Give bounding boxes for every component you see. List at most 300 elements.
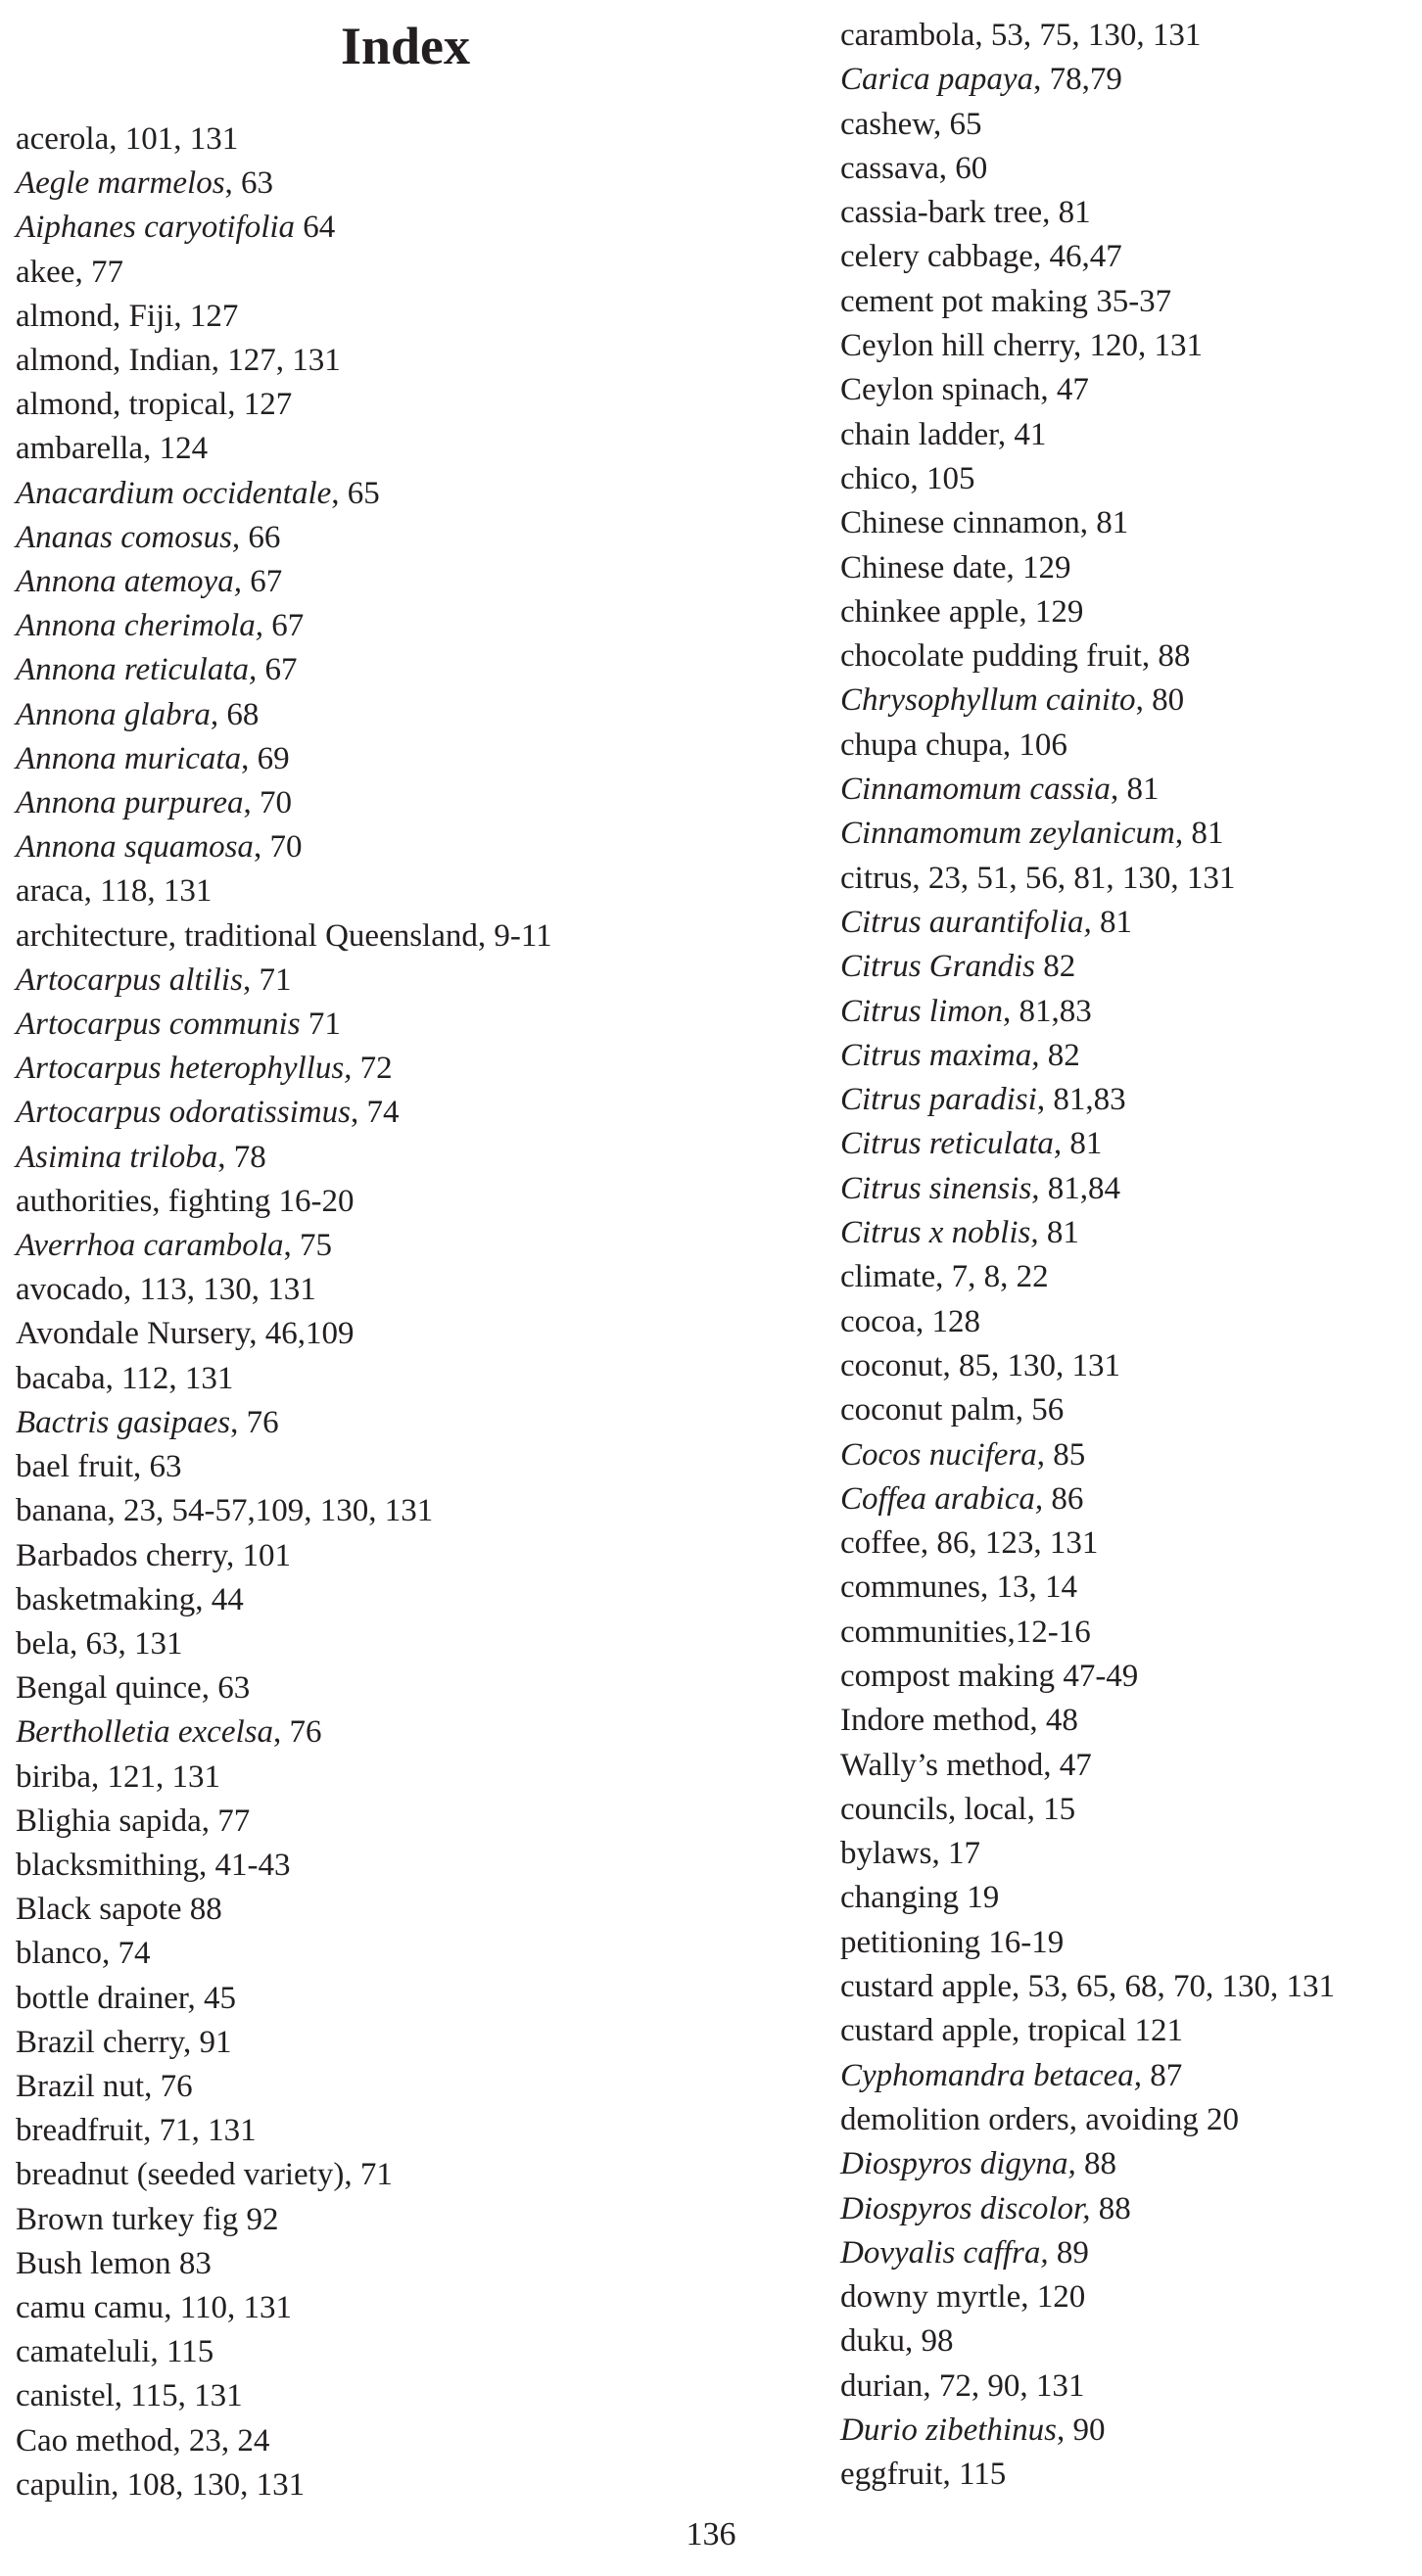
- index-term: bacaba: [16, 1360, 106, 1396]
- index-page-refs: , 81: [1042, 195, 1091, 231]
- index-page-refs: , 53, 75, 130, 131: [974, 18, 1202, 53]
- index-page-refs: , 120: [1020, 2279, 1086, 2316]
- index-entry: [16, 914, 552, 959]
- index-entry: [840, 724, 1335, 768]
- index-term: Citrus x noblis,: [840, 1215, 1039, 1251]
- index-term: Bertholletia excelsa: [16, 1714, 273, 1751]
- index-entry: [840, 1388, 1335, 1432]
- index-page-refs: 88: [1090, 2190, 1131, 2226]
- index-term: chupa chupa: [840, 726, 1003, 763]
- index-term: Annona atemoya,: [16, 564, 242, 600]
- index-page-refs: , 86, 123, 131: [920, 1525, 1099, 1562]
- index-term: communities: [840, 1614, 1008, 1650]
- index-term: Cocos nucifera: [840, 1436, 1037, 1473]
- index-page-refs: , 129: [1019, 593, 1084, 630]
- index-term: basketmaking: [16, 1581, 196, 1617]
- index-page-refs: , 128: [915, 1303, 980, 1339]
- index-entry: [840, 1965, 1335, 2009]
- index-term: Citrus Grandis: [840, 949, 1035, 985]
- index-page-refs: , 17: [931, 1836, 980, 1872]
- index-page-refs: , 115, 131: [114, 2378, 243, 2414]
- index-page-refs: , 78: [217, 1139, 266, 1175]
- index-entry: [840, 1078, 1335, 1122]
- index-term: Chrysophyllum cainito: [840, 682, 1136, 719]
- index-term: Annona purpurea: [16, 785, 244, 821]
- index-term: architecture, traditional Queensland: [16, 917, 478, 954]
- index-page-refs: , 9-11: [477, 917, 552, 954]
- index-entry: [16, 1224, 552, 1268]
- index-page-refs: , 127, 131: [211, 343, 341, 379]
- index-entry: [840, 2409, 1335, 2453]
- page-title: Index: [340, 17, 471, 75]
- index-page-refs: 67: [241, 564, 283, 600]
- index-entry: [840, 1744, 1335, 1788]
- index-page-refs: , 23, 54-57,109, 130, 131: [107, 1493, 434, 1529]
- index-entry: [16, 781, 552, 825]
- index-term: Wally’s method: [840, 1747, 1044, 1783]
- index-entry: [840, 1211, 1335, 1255]
- index-page-refs: , 71: [344, 2157, 393, 2193]
- index-entry: [840, 1477, 1335, 1522]
- index-entry: [16, 1800, 552, 1844]
- index-term: acerola: [16, 121, 110, 157]
- index-term: changing: [840, 1880, 959, 1916]
- index-term: Cao method: [16, 2422, 173, 2459]
- index-entry: [840, 2365, 1335, 2409]
- index-term: demolition orders, avoiding: [840, 2101, 1199, 2137]
- index-entry: [840, 280, 1335, 324]
- index-page-refs: , 88: [1141, 638, 1191, 675]
- index-term: Cyphomandra betacea,: [840, 2057, 1142, 2093]
- index-page-refs: ,12-16: [1007, 1614, 1091, 1650]
- index-term: avocado: [16, 1272, 123, 1308]
- index-entry: [840, 546, 1335, 590]
- index-entry: [16, 2153, 552, 2197]
- index-entry: [16, 1401, 552, 1445]
- index-term: coconut: [840, 1347, 943, 1383]
- index-entry: [840, 1522, 1335, 1566]
- index-page-refs: , 80: [1135, 682, 1185, 719]
- index-term: ambarella: [16, 431, 144, 467]
- index-term: Averrhoa carambola: [16, 1228, 284, 1264]
- index-term: citrus: [840, 860, 913, 896]
- index-term: cement pot making: [840, 283, 1088, 319]
- index-entry: [16, 1003, 552, 1047]
- index-term: Citrus maxima,: [840, 1037, 1040, 1073]
- index-column-left: [16, 117, 552, 2507]
- index-entry: [840, 1433, 1335, 1477]
- index-page-refs: , 74: [350, 1095, 400, 1131]
- index-term: celery cabbage: [840, 239, 1033, 275]
- index-term: bylaws: [840, 1836, 932, 1872]
- index-entry: [16, 1977, 552, 2021]
- index-entry: [16, 737, 552, 781]
- index-entry: [16, 2330, 552, 2374]
- index-term: blanco: [16, 1936, 102, 1972]
- index-page-refs: 47-49: [1055, 1658, 1139, 1694]
- index-entry: [840, 1655, 1335, 1699]
- index-page-refs: , 112, 131: [105, 1360, 234, 1396]
- index-entry: [840, 2009, 1335, 2053]
- index-entry: [840, 1788, 1335, 1832]
- index-entry: [840, 501, 1335, 545]
- index-entry: [840, 368, 1335, 412]
- index-page-refs: , 120, 131: [1072, 328, 1203, 364]
- index-term: cassava: [840, 150, 939, 186]
- index-entry: [16, 1756, 552, 1800]
- index-term: Annona squamosa: [16, 829, 254, 866]
- index-page-refs: , 85: [1036, 1436, 1086, 1473]
- index-page-refs: , 81: [1079, 505, 1129, 541]
- index-entry: [840, 768, 1335, 812]
- index-page-refs: , 81: [1110, 772, 1160, 808]
- index-term: Indore method: [840, 1703, 1030, 1739]
- index-entry: [16, 2286, 552, 2330]
- index-page-refs: , 127: [173, 298, 239, 334]
- index-entry: [840, 324, 1335, 368]
- index-term: Artocarpus odoratissimus: [16, 1095, 351, 1131]
- index-term: chico: [840, 460, 911, 496]
- index-page-refs: , 69: [241, 740, 290, 776]
- index-term: coffee: [840, 1525, 921, 1562]
- index-entry: [840, 191, 1335, 235]
- index-term: Brazil nut: [16, 2068, 145, 2104]
- index-entry: [16, 2065, 552, 2109]
- index-entry: [16, 1268, 552, 1312]
- index-page-refs: , 115: [942, 2457, 1007, 2493]
- index-page-refs: , 15: [1026, 1791, 1076, 1827]
- index-term: petitioning: [840, 1924, 980, 1960]
- index-entry: [16, 1534, 552, 1578]
- index-page-refs: 64: [295, 210, 336, 246]
- index-entry: [840, 1344, 1335, 1388]
- index-term: Citrus limon: [840, 993, 1003, 1029]
- index-page-refs: , 81,83: [1036, 1082, 1126, 1118]
- index-entry: [16, 117, 552, 162]
- index-page-refs: 83: [170, 2245, 212, 2281]
- index-term: Chinese cinnamon: [840, 505, 1080, 541]
- index-term: custard apple: [840, 1969, 1013, 2005]
- index-term: eggfruit: [840, 2457, 943, 2493]
- index-entry: [16, 472, 552, 516]
- index-entry: [16, 1047, 552, 1091]
- index-term: Carica papaya: [840, 62, 1034, 98]
- index-entry: [16, 295, 552, 339]
- index-page-refs: 81: [1038, 1215, 1079, 1251]
- index-entry: [840, 103, 1335, 147]
- page-number: 136: [686, 2516, 736, 2553]
- index-term: chocolate pudding fruit: [840, 638, 1142, 675]
- index-page-refs: , 121, 131: [90, 1758, 220, 1795]
- index-term: Citrus sinensis,: [840, 1170, 1040, 1206]
- index-term: Chinese date: [840, 549, 1007, 585]
- index-page-refs: 66: [240, 519, 281, 555]
- index-term: carambola: [840, 18, 975, 53]
- index-entry: [840, 457, 1335, 501]
- index-page-refs: 20: [1198, 2101, 1239, 2137]
- index-page-refs: , 63, 131: [69, 1625, 183, 1662]
- index-entry: [840, 1876, 1335, 1920]
- index-page-refs: , 77: [201, 1803, 251, 1839]
- index-entry: [16, 1180, 552, 1224]
- index-entry: [16, 383, 552, 427]
- index-page-refs: 82: [1034, 949, 1076, 985]
- index-term: camateluli: [16, 2334, 151, 2370]
- index-term: Annona cherimola,: [16, 608, 263, 644]
- index-entry: [16, 2198, 552, 2242]
- index-page-refs: , 110, 131: [164, 2289, 292, 2325]
- index-entry: [16, 2463, 552, 2507]
- index-term: compost making: [840, 1658, 1056, 1694]
- index-page-refs: , 53, 65, 68, 70, 130, 131: [1012, 1969, 1336, 2005]
- index-entry: [16, 2374, 552, 2418]
- index-entry: [840, 2098, 1335, 2142]
- index-term: coconut palm: [840, 1392, 1016, 1429]
- index-term: Bush lemon: [16, 2245, 171, 2281]
- index-page-refs: , 91: [183, 2024, 232, 2060]
- index-entry: [840, 1255, 1335, 1299]
- index-page-refs: , 46,109: [249, 1316, 355, 1352]
- index-page-refs: , 76: [144, 2068, 193, 2104]
- index-page-refs: , 78,79: [1033, 62, 1122, 98]
- index-entry: [840, 812, 1335, 856]
- index-page-refs: , 70: [253, 829, 303, 866]
- index-term: Diospyros digyna,: [840, 2146, 1076, 2182]
- index-term: banana: [16, 1493, 108, 1529]
- index-page-refs: 82: [1039, 1037, 1080, 1073]
- index-entry: [840, 857, 1335, 901]
- index-page-refs: , 45: [187, 1980, 237, 2016]
- index-entry: [16, 2242, 552, 2286]
- index-page-refs: , 47: [1043, 1747, 1092, 1783]
- index-term: almond, Indian: [16, 343, 212, 379]
- index-page-refs: , 108, 130, 131: [111, 2466, 306, 2503]
- index-page-refs: 67: [262, 608, 305, 644]
- index-term: Asimina triloba: [16, 1139, 218, 1175]
- index-term: cassia-bark tree: [840, 195, 1043, 231]
- index-term: councils, local: [840, 1791, 1027, 1827]
- index-term: capulin: [16, 2466, 112, 2503]
- index-page-refs: , 101, 131: [109, 121, 239, 157]
- index-entry: [840, 58, 1335, 102]
- index-entry: [840, 2231, 1335, 2275]
- index-term: Cinnamomum cassia: [840, 772, 1111, 808]
- index-entry: [840, 679, 1335, 723]
- index-page-refs: , 71, 131: [143, 2113, 257, 2149]
- index-entry: [16, 251, 552, 295]
- index-term: Ceylon hill cherry: [840, 328, 1073, 364]
- index-term: Bactris gasipaes: [16, 1404, 231, 1440]
- index-page-refs: , 23, 51, 56, 81, 130, 131: [912, 860, 1236, 896]
- index-term: Durio zibethinus: [840, 2412, 1057, 2449]
- index-page-refs: , 13, 14: [979, 1569, 1077, 1606]
- index-entry: [840, 1832, 1335, 1876]
- index-page-refs: 92: [238, 2201, 279, 2237]
- index-entry: [840, 634, 1335, 679]
- index-entry: [840, 1300, 1335, 1344]
- index-page-refs: , 7, 8, 22: [935, 1259, 1049, 1295]
- index-entry: [840, 1034, 1335, 1078]
- index-term: Blighia sapida: [16, 1803, 202, 1839]
- index-entry: [840, 147, 1335, 191]
- index-entry: [16, 1622, 552, 1666]
- index-term: Citrus reticulata,: [840, 1126, 1063, 1162]
- index-entry: [16, 693, 552, 737]
- index-term: almond, tropical: [16, 387, 228, 423]
- index-page-refs: 16-20: [270, 1183, 355, 1219]
- index-page-refs: 67: [257, 652, 298, 688]
- index-term: camu camu: [16, 2289, 165, 2325]
- index-entry: [16, 1091, 552, 1135]
- index-term: duku: [840, 2323, 905, 2360]
- index-term: cashew: [840, 106, 933, 142]
- index-term: Anacardium occidentale: [16, 475, 332, 511]
- index-page-refs: 88: [1075, 2146, 1117, 2182]
- index-page-refs: , 46,47: [1032, 239, 1122, 275]
- index-entry: [16, 1888, 552, 1932]
- index-entry: [16, 1489, 552, 1533]
- index-term: Citrus aurantifolia,: [840, 904, 1092, 940]
- index-entry: [840, 1699, 1335, 1743]
- index-term: chain ladder: [840, 416, 998, 452]
- index-page-refs: , 105: [910, 460, 975, 496]
- index-entry: [16, 1932, 552, 1976]
- index-page-refs: 19: [958, 1880, 1000, 1916]
- index-page-refs: 81: [1062, 1126, 1103, 1162]
- index-term: Coffea arabica,: [840, 1480, 1044, 1517]
- index-entry: [840, 2142, 1335, 2186]
- index-term: Brown turkey fig: [16, 2201, 239, 2237]
- index-page-refs: , 74: [101, 1936, 151, 1972]
- index-term: durian: [840, 2367, 924, 2404]
- index-page-refs: , 98: [905, 2323, 954, 2360]
- index-term: authorities, fighting: [16, 1183, 271, 1219]
- index-page-refs: , 90: [1056, 2412, 1106, 2449]
- index-entry: [16, 959, 552, 1003]
- index-term: bela: [16, 1625, 70, 1662]
- index-term: Artocarpus communis: [16, 1007, 301, 1043]
- index-entry: [16, 427, 552, 471]
- index-page-refs: , 63: [201, 1670, 251, 1707]
- index-page-refs: , 41: [997, 416, 1047, 452]
- index-page-refs: , 72, 90, 131: [923, 2367, 1085, 2404]
- index-page-refs: 81: [1091, 904, 1132, 940]
- index-term: Citrus paradisi: [840, 1082, 1037, 1118]
- index-page-refs: 89: [1048, 2234, 1089, 2271]
- index-page-refs: , 127: [227, 387, 293, 423]
- index-term: Diospyros discolor,: [840, 2190, 1091, 2226]
- index-term: climate: [840, 1259, 936, 1295]
- index-entry: [16, 516, 552, 560]
- index-page-refs: , 56: [1015, 1392, 1065, 1429]
- index-entry: [840, 2319, 1335, 2364]
- index-page-refs: , 44: [195, 1581, 244, 1617]
- index-term: Aiphanes caryotifolia: [16, 210, 296, 246]
- index-page-refs: , 76: [273, 1714, 322, 1751]
- index-page-refs: , 23, 24: [172, 2422, 270, 2459]
- index-page-refs: 16-19: [980, 1924, 1065, 1960]
- index-entry: [16, 2419, 552, 2463]
- index-term: breadnut (seeded variety): [16, 2157, 345, 2193]
- index-term: Artocarpus altilis: [16, 961, 243, 998]
- index-page-refs: , 106: [1002, 726, 1067, 763]
- index-entry: [840, 990, 1335, 1034]
- index-entry: [840, 2054, 1335, 2098]
- index-page-refs: , 48: [1029, 1703, 1078, 1739]
- index-term: bael fruit: [16, 1449, 134, 1485]
- index-page-refs: 68: [218, 696, 260, 732]
- index-page-refs: , 63: [133, 1449, 182, 1485]
- index-page-refs: , 47: [1040, 372, 1089, 408]
- index-column-right: [840, 14, 1335, 2498]
- index-term: canistel: [16, 2378, 115, 2414]
- index-entry: [16, 2109, 552, 2153]
- index-entry: [840, 2187, 1335, 2231]
- index-entry: [16, 1445, 552, 1489]
- index-entry: [16, 1136, 552, 1180]
- index-term: Cinnamomum zeylanicum: [840, 816, 1175, 852]
- index-page-refs: 86: [1043, 1480, 1084, 1517]
- index-term: almond, Fiji: [16, 298, 174, 334]
- index-term: downy myrtle: [840, 2279, 1021, 2316]
- index-page-refs: , 85, 130, 131: [942, 1347, 1120, 1383]
- index-term: Aegle marmelos: [16, 165, 225, 202]
- index-page-refs: , 70: [243, 785, 293, 821]
- index-page-refs: , 81: [1174, 816, 1224, 852]
- index-entry: [16, 560, 552, 604]
- index-entry: [840, 1167, 1335, 1211]
- index-term: communes: [840, 1569, 980, 1606]
- index-page-refs: , 113, 130, 131: [122, 1272, 316, 1308]
- index-term: Annona glabra,: [16, 696, 219, 732]
- index-entry: [16, 1578, 552, 1622]
- index-term: Artocarpus heterophyllus,: [16, 1051, 353, 1087]
- index-term: Annona muricata: [16, 740, 242, 776]
- index-term: Avondale Nursery: [16, 1316, 250, 1352]
- index-entry: [840, 413, 1335, 457]
- index-entry: [16, 869, 552, 913]
- index-term: bottle drainer: [16, 1980, 188, 2016]
- index-term: breadfruit: [16, 2113, 144, 2149]
- index-page-refs: 81,84: [1039, 1170, 1121, 1206]
- index-term: Brazil cherry: [16, 2024, 184, 2060]
- index-entry: [840, 2275, 1335, 2319]
- index-entry: [840, 2453, 1335, 2497]
- index-page-refs: , 115: [150, 2334, 214, 2370]
- index-entry: [16, 1312, 552, 1356]
- index-page-refs: 35-37: [1087, 283, 1172, 319]
- index-entry: [16, 1710, 552, 1755]
- index-page-refs: 121: [1126, 2013, 1184, 2049]
- index-term: Dovyalis caffra,: [840, 2234, 1049, 2271]
- index-entry: [16, 1666, 552, 1710]
- index-entry: [16, 825, 552, 869]
- index-page-refs: , 76: [230, 1404, 279, 1440]
- index-entry: [840, 945, 1335, 989]
- index-page-refs: , 129: [1006, 549, 1071, 585]
- index-page-refs: , 77: [74, 254, 123, 290]
- index-term: blacksmithing: [16, 1847, 199, 1883]
- index-term: Black sapote: [16, 1892, 182, 1928]
- index-page-refs: 72: [352, 1051, 393, 1087]
- index-page-refs: , 118, 131: [83, 873, 213, 910]
- index-entry: [16, 162, 552, 206]
- index-entry: [840, 590, 1335, 634]
- index-entry: [16, 648, 552, 692]
- index-term: custard apple, tropical: [840, 2013, 1127, 2049]
- index-page-refs: , 101: [226, 1537, 292, 1573]
- index-page-refs: 87: [1141, 2057, 1183, 2093]
